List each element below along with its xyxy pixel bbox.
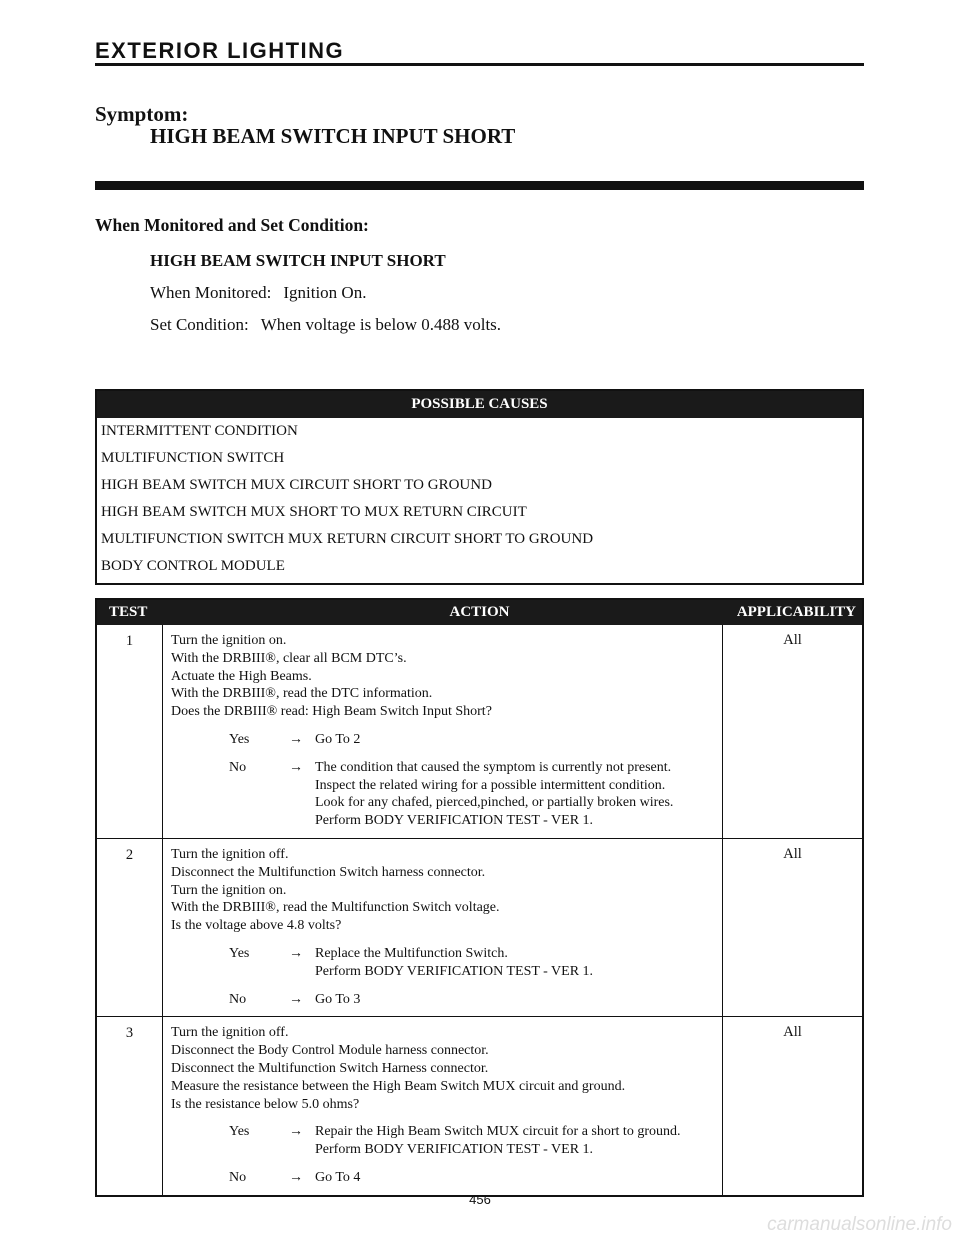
arrow-icon: →	[289, 945, 303, 961]
answer-yes	[171, 945, 716, 981]
answer-line: Perform BODY VERIFICATION TEST - VER 1.	[315, 813, 594, 829]
test-applicability: All	[783, 845, 802, 862]
page-number: 456	[469, 1192, 491, 1207]
applicability-column-header: APPLICABILITY	[736, 604, 856, 620]
answer-key: Yes	[229, 1124, 250, 1140]
when-monitored-value: Ignition On.	[283, 283, 367, 302]
answer-no	[171, 759, 716, 830]
test-step: Turn the ignition on.	[171, 633, 287, 648]
answer-line: Go To 2	[315, 731, 361, 747]
test-step: Disconnect the Multifunction Switch Harness connector.	[171, 1060, 489, 1076]
possible-causes-heading: POSSIBLE CAUSES	[97, 391, 862, 418]
monitored-heading: When Monitored and Set Condition:	[95, 215, 369, 235]
arrow-icon: →	[289, 1169, 303, 1185]
answer-line: Inspect the related wiring for a possible intermittent condition.	[315, 777, 666, 793]
cause-item: MULTIFUNCTION SWITCH MUX RETURN CIRCUIT SHORT TO GROUND	[101, 531, 594, 547]
set-condition-label: Set Condition:	[150, 315, 249, 334]
symptom-rule	[95, 181, 864, 190]
possible-causes-table	[95, 389, 864, 585]
arrow-icon: →	[289, 731, 303, 747]
test-step: With the DRBIII®, read the DTC information.	[171, 686, 433, 702]
test-number: 2	[97, 839, 163, 1016]
table-row	[97, 1016, 862, 1194]
monitored-name: HIGH BEAM SWITCH INPUT SHORT	[150, 251, 446, 270]
set-condition-line	[150, 315, 501, 335]
symptom-title: HIGH BEAM SWITCH INPUT SHORT	[150, 124, 516, 148]
cause-item: HIGH BEAM SWITCH MUX SHORT TO MUX RETURN CIRCUIT	[101, 504, 527, 520]
answer-line: Go To 4	[315, 1169, 361, 1185]
when-monitored-label: When Monitored:	[150, 283, 272, 302]
answer-key: No	[229, 991, 247, 1007]
test-step: Turn the ignition on.	[171, 882, 287, 898]
when-monitored-line	[150, 283, 366, 303]
arrow-icon: →	[289, 759, 303, 775]
cause-item: HIGH BEAM SWITCH MUX CIRCUIT SHORT TO GROUND	[101, 477, 492, 493]
test-action	[163, 1017, 723, 1194]
cause-item: INTERMITTENT CONDITION	[101, 423, 298, 439]
test-step: Turn the ignition off.	[171, 846, 289, 862]
answer-line: Perform BODY VERIFICATION TEST - VER 1.	[315, 963, 594, 979]
test-action	[163, 839, 723, 1016]
answer-yes	[171, 731, 716, 749]
table-row	[97, 838, 862, 1016]
answer-key: Yes	[229, 731, 250, 747]
test-step: Is the resistance below 5.0 ohms?	[171, 1096, 360, 1112]
test-column-header: TEST	[109, 604, 148, 620]
test-step: With the DRBIII®, read the Multifunction Switch voltage.	[171, 900, 500, 916]
set-condition-value: When voltage is below 0.488 volts.	[260, 315, 502, 334]
test-step: Is the voltage above 4.8 volts?	[171, 918, 342, 934]
answer-key: No	[229, 1169, 247, 1185]
symptom-label: Symptom:	[95, 102, 189, 126]
test-applicability: All	[783, 632, 802, 648]
test-step: Disconnect the Body Control Module harness connector.	[171, 1043, 489, 1059]
section-title: EXTERIOR LIGHTING	[95, 38, 345, 63]
test-step: Actuate the High Beams.	[171, 668, 312, 684]
section-rule	[95, 63, 864, 66]
answer-line: Repair the High Beam Switch MUX circuit for a short to ground.	[315, 1124, 681, 1140]
answer-line: Look for any chafed, pierced,pinched, or partially broken wires.	[315, 795, 674, 811]
test-action	[163, 625, 723, 838]
arrow-icon: →	[289, 1124, 303, 1140]
test-step: With the DRBIII®, clear all BCM DTC’s.	[171, 650, 407, 666]
test-number: 3	[97, 1017, 163, 1194]
test-table	[95, 598, 864, 1197]
answer-line: The condition that caused the symptom is currently not present.	[315, 759, 672, 775]
watermark: carmanualsonline.info	[767, 1214, 952, 1235]
action-column-header: ACTION	[449, 604, 510, 620]
table-row	[97, 625, 862, 838]
test-applicability: All	[783, 1024, 802, 1041]
answer-no	[171, 991, 716, 1009]
test-step: Turn the ignition off.	[171, 1025, 289, 1041]
test-step: Measure the resistance between the High Beam Switch MUX circuit and ground.	[171, 1078, 626, 1094]
arrow-icon: →	[289, 991, 303, 1007]
test-step: Disconnect the Multifunction Switch harness connector.	[171, 864, 486, 880]
answer-line: Go To 3	[315, 991, 361, 1007]
test-number: 1	[97, 625, 163, 838]
answer-line: Replace the Multifunction Switch.	[315, 945, 508, 961]
answer-yes	[171, 1123, 716, 1159]
test-step: Does the DRBIII® read: High Beam Switch Input Short?	[171, 704, 492, 720]
answer-key: Yes	[229, 945, 250, 961]
test-table-header	[97, 600, 862, 625]
cause-item: MULTIFUNCTION SWITCH	[101, 450, 285, 466]
answer-no	[171, 1169, 716, 1187]
answer-key: No	[229, 759, 247, 775]
answer-line: Perform BODY VERIFICATION TEST - VER 1.	[315, 1142, 594, 1158]
cause-item: BODY CONTROL MODULE	[101, 558, 285, 574]
